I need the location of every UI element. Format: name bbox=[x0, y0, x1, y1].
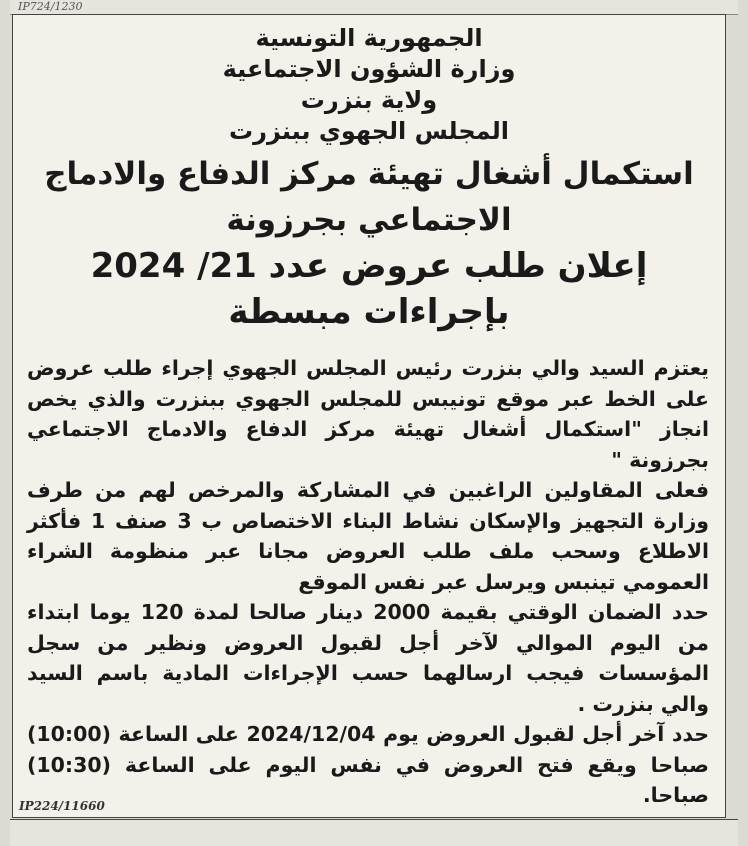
notice-title-procedure: بإجراءات مبسطة bbox=[228, 292, 510, 332]
paragraph-deadline: حدد آخر أجل لقبول العروض يوم 2024/12/04 على الساعة (10:00) صباحا ويقع فتح العروض في نفس اليوم على الساعة (10:30) صباحا. bbox=[27, 722, 709, 807]
top-reference-code: IP724/1230 bbox=[18, 0, 83, 13]
notice-title-project: استكمال أشغال تهيئة مركز الدفاع والادماج الاجتماعي بجرزونة bbox=[44, 156, 694, 238]
previous-notice-edge bbox=[10, 0, 738, 15]
header-governorate: ولاية بنزرت bbox=[300, 86, 438, 114]
paragraph-intro: يعتزم السيد والي بنزرت رئيس المجلس الجهوي إجراء طلب عروض على الخط عبر موقع تونيبس للمجلس الجهوي ببنزرت والذي يخص انجاز "استكمال أشغال تهيئة مركز الدفاع والادماج الاجتماعي بجرزونة " bbox=[27, 356, 709, 472]
paragraph-guarantee: حدد الضمان الوقتي بقيمة 2000 دينار صالحا لمدة 120 يوما ابتداء من اليوم الموالي لآخر أجل لقبول العروض ونظير من سجل المؤسسات فيجب ارسالهما حسب الإجراءات المادية باسم السيد والي بنزرت . bbox=[27, 600, 709, 716]
notice-body bbox=[25, 353, 713, 811]
header-republic: الجمهورية التونسية bbox=[255, 24, 483, 52]
header-ministry: وزارة الشؤون الاجتماعية bbox=[222, 55, 516, 83]
notice-title-tender-number: إعلان طلب عروض عدد 21/ 2024 bbox=[90, 246, 648, 286]
tender-notice bbox=[12, 14, 726, 818]
paragraph-eligibility: فعلى المقاولين الراغبين في المشاركة والمرخص لهم من طرف وزارة التجهيز والإسكان نشاط البناء الاختصاص ب 3 صنف 1 فأكثر الاطلاع وسحب ملف طلب العروض مجانا عبر منظومة الشراء العمومي تينبس ويرسل عبر نفس الموقع bbox=[27, 478, 709, 594]
bottom-reference-code: IP224/11660 bbox=[19, 799, 105, 813]
next-notice-edge bbox=[10, 819, 738, 846]
header-council: المجلس الجهوي ببنزرت bbox=[229, 117, 509, 145]
notice-content bbox=[25, 15, 713, 817]
